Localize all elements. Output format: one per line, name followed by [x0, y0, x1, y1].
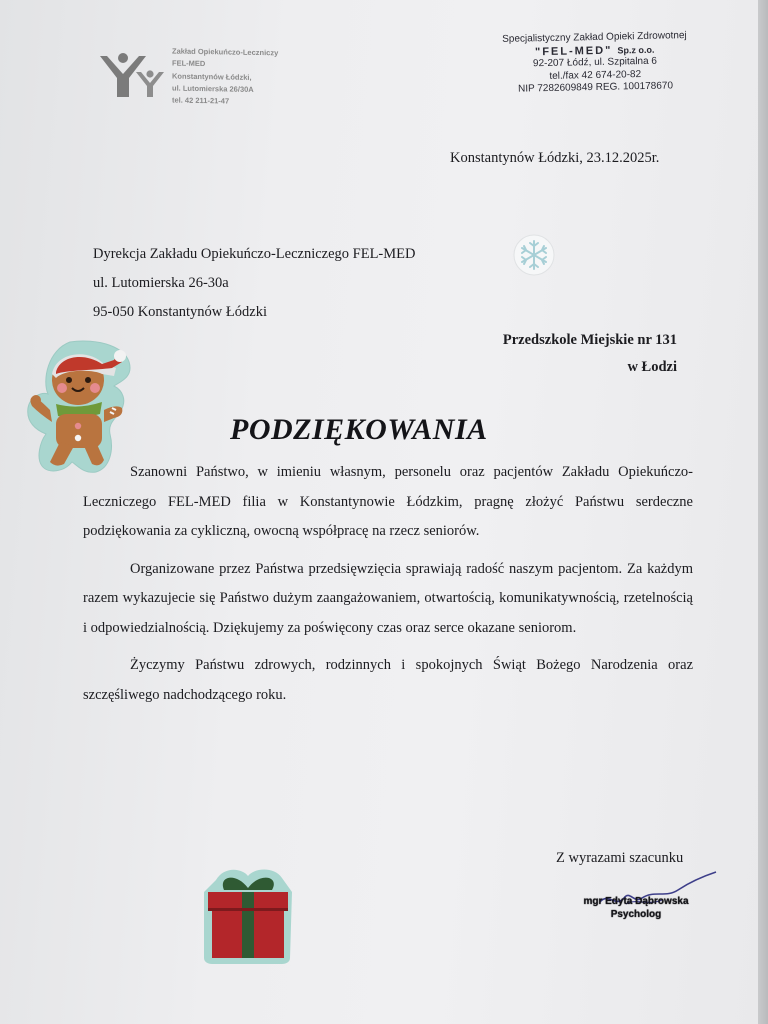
- company-stamp: [469, 29, 720, 97]
- logo-line: tel. 42 211-21-47: [172, 95, 230, 106]
- recipient-address: [490, 327, 677, 381]
- recipient-line: w Łodzi: [627, 359, 677, 375]
- body-paragraph: Życzymy Państwu zdrowych, rodzinnych i spokojnych Świąt Bożego Narodzenia oraz szczęśliwego nadchodzącego roku.: [83, 657, 693, 703]
- logo-address: [172, 46, 342, 110]
- sender-line: 95-050 Konstantynów Łódzki: [93, 304, 267, 320]
- page-edge: [758, 0, 768, 1024]
- logo-line: Zakład Opiekuńczo-Leczniczy: [172, 46, 279, 58]
- stamp-brand-suffix: Sp.z o.o.: [617, 44, 655, 56]
- snowflake-sticker-icon: [513, 234, 555, 276]
- logo-line: FEL-MED: [172, 58, 206, 69]
- signature-name: mgr Edyta Dąbrowska: [583, 896, 689, 907]
- recipient-line: Przedszkole Miejskie nr 131: [502, 332, 677, 348]
- closing-phrase: Z wyrazami szacunku: [556, 850, 684, 866]
- gingerbread-sticker-icon: [26, 338, 134, 476]
- stamp-line: tel./fax 42 674-20-82: [549, 68, 642, 82]
- sender-line: Dyrekcja Zakładu Opiekuńczo-Leczniczego FEL-MED: [93, 246, 416, 262]
- logo-line: Konstantynów Łódzki,: [172, 71, 252, 82]
- letter-title: PODZIĘKOWANIA: [230, 413, 488, 446]
- logo-line: ul. Lutomierska 26/30A: [172, 83, 254, 94]
- people-logo-icon: [98, 52, 164, 98]
- letter-date: Konstantynów Łódzki, 23.12.2025r.: [450, 150, 660, 166]
- stamp-line: NIP 7282609849 REG. 100178670: [517, 80, 674, 95]
- letter-body: [83, 458, 693, 718]
- body-paragraph: Organizowane przez Państwa przedsięwzięcia sprawiają radość naszym pacjentom. Za każdym razem wykazujecie się Państwo dużym zaangażowaniem, otwartością, komunikatywnością, rzetelnością i odpowiedzialnością. Dziękujemy za poświęcony czas oraz serce okazane seniorom.: [83, 560, 693, 636]
- gift-sticker-icon: [202, 866, 294, 964]
- stamp-brand-name: "FEL-MED": [534, 44, 613, 58]
- signature-role: Psycholog: [610, 909, 662, 920]
- sender-address: [93, 240, 415, 327]
- stamp-line: 92-207 Łódź, ul. Szpitalna 6: [532, 55, 658, 70]
- stamp-line: Specjalistyczny Zakład Opieki Zdrowotnej: [502, 30, 687, 45]
- body-paragraph: Szanowni Państwo, w imieniu własnym, personelu oraz pacjentów Zakładu Opiekuńczo-Leczniczego FEL-MED filia w Konstantynowie Łódzkim, pragnę złożyć Państwu serdeczne podziękowania za cykliczną, owocną współpracę na rzecz seniorów.: [83, 464, 693, 539]
- sender-line: ul. Lutomierska 26-30a: [93, 275, 229, 291]
- signature-stamp: [556, 895, 716, 921]
